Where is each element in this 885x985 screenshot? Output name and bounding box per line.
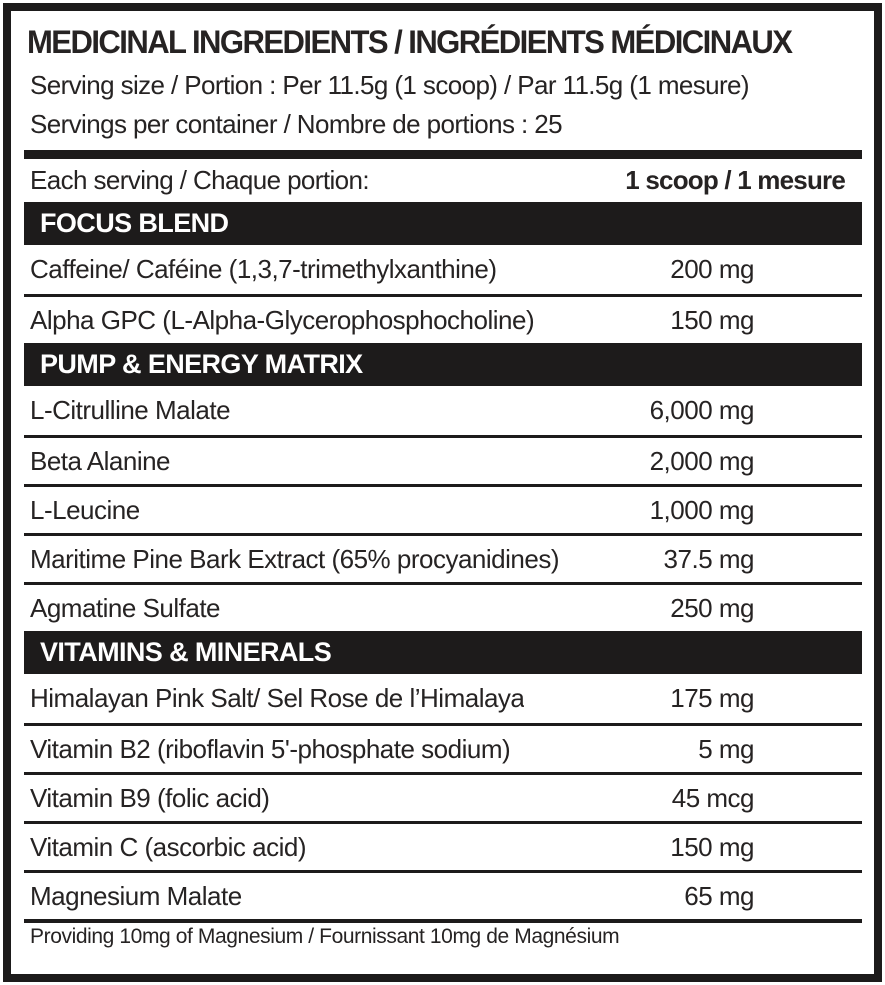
ingredient-row bbox=[24, 386, 862, 435]
servings-per-container-line: Servings per container / Nombre de portions : 25 bbox=[30, 109, 562, 139]
ingredient-row bbox=[24, 870, 862, 919]
ingredient-name: Beta Alanine bbox=[30, 445, 171, 476]
ingredient-amount: 6,000 mg bbox=[649, 395, 754, 425]
ingredient-sections bbox=[24, 202, 862, 919]
ingredient-row bbox=[24, 294, 862, 343]
ingredient-amount: 65 mg bbox=[684, 880, 754, 911]
each-serving-label: Each serving / Chaque portion: bbox=[30, 165, 369, 195]
ingredient-name: Caffeine/ Caféine (1,3,7-trimethylxanthine) bbox=[30, 254, 497, 284]
thick-divider bbox=[24, 150, 862, 159]
each-serving-value: 1 scoop / 1 mesure bbox=[625, 165, 845, 195]
ingredient-amount: 200 mg bbox=[670, 254, 754, 284]
ingredient-name: Vitamin B2 (riboflavin 5'-phosphate sodium) bbox=[30, 733, 511, 764]
serving-size-line: Serving size / Portion : Per 11.5g (1 scoop) / Par 11.5g (1 mesure) bbox=[30, 70, 749, 100]
panel-title: MEDICINAL INGREDIENTS / INGRÉDIENTS MÉDICINAUX bbox=[27, 24, 792, 60]
ingredient-row bbox=[24, 484, 862, 533]
ingredient-name: L-Leucine bbox=[30, 494, 140, 525]
ingredient-row bbox=[24, 435, 862, 484]
ingredient-amount: 1,000 mg bbox=[649, 494, 754, 525]
ingredient-name: Vitamin B9 (folic acid) bbox=[30, 782, 270, 813]
each-serving-row bbox=[24, 159, 862, 202]
ingredient-amount: 150 mg bbox=[670, 304, 754, 335]
section-header: PUMP & ENERGY MATRIX bbox=[24, 343, 862, 386]
medicinal-ingredients-panel bbox=[3, 3, 882, 982]
ingredient-row bbox=[24, 582, 862, 631]
ingredient-row bbox=[24, 821, 862, 870]
ingredient-name: Agmatine Sulfate bbox=[30, 592, 221, 623]
ingredient-name: Vitamin C (ascorbic acid) bbox=[30, 831, 307, 862]
ingredient-amount: 2,000 mg bbox=[649, 445, 754, 476]
ingredient-name: Alpha GPC (L-Alpha-Glycerophosphocholine) bbox=[30, 304, 535, 335]
ingredient-name: Magnesium Malate bbox=[30, 880, 242, 911]
ingredient-row bbox=[24, 723, 862, 772]
section-header: FOCUS BLEND bbox=[24, 202, 862, 245]
section-rows bbox=[24, 245, 862, 343]
ingredient-amount: 45 mcg bbox=[671, 782, 754, 813]
ingredient-row bbox=[24, 674, 862, 723]
magnesium-footnote: Providing 10mg of Magnesium / Fournissant 10mg de Magnésium bbox=[24, 919, 862, 951]
ingredient-amount: 250 mg bbox=[670, 592, 754, 623]
ingredient-amount: 5 mg bbox=[698, 733, 754, 764]
ingredient-row bbox=[24, 533, 862, 582]
ingredient-amount: 37.5 mg bbox=[663, 543, 754, 574]
section-rows bbox=[24, 386, 862, 631]
ingredient-name: L-Citrulline Malate bbox=[30, 395, 231, 425]
ingredient-amount: 150 mg bbox=[670, 831, 754, 862]
ingredient-name: Himalayan Pink Salt/ Sel Rose de l’Himalaya bbox=[30, 683, 525, 713]
ingredient-name: Maritime Pine Bark Extract (65% procyanidines) bbox=[30, 543, 559, 574]
ingredient-row bbox=[24, 772, 862, 821]
section-rows bbox=[24, 674, 862, 919]
ingredient-row bbox=[24, 245, 862, 294]
section-header: VITAMINS & MINERALS bbox=[24, 631, 862, 674]
ingredient-amount: 175 mg bbox=[670, 683, 754, 713]
